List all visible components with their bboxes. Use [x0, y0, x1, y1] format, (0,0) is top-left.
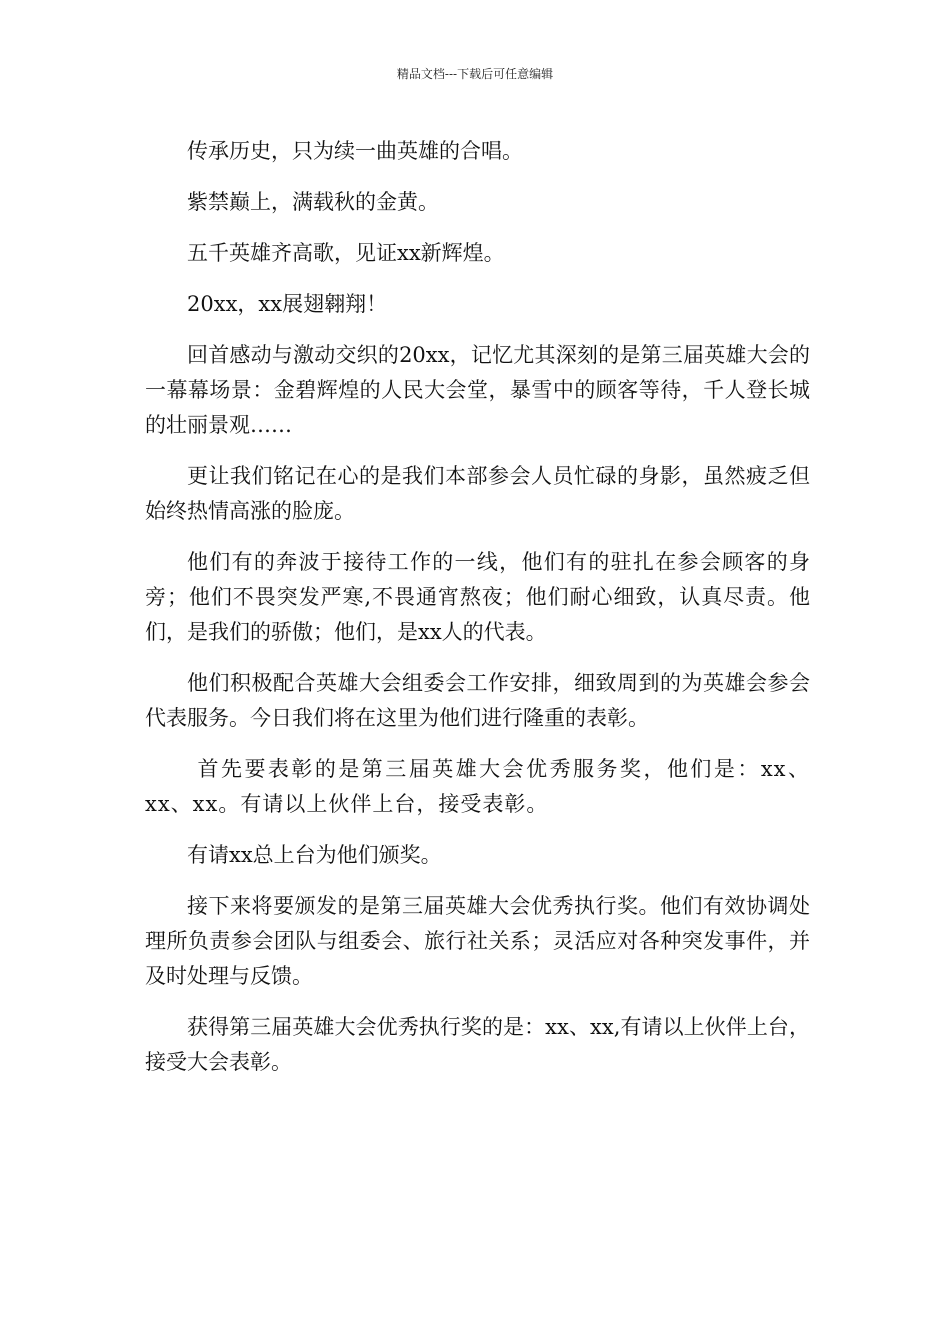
paragraph: 有请xx总上台为他们颁奖。 [187, 843, 442, 867]
paragraph: 回首感动与激动交织的20xx，记忆尤其深刻的是第三届英雄大会的一幕幕场景：金碧辉煌的人民大会堂，暴雪中的顾客等待，千人登长城的壮丽景观…… [145, 343, 810, 437]
paragraph: 他们积极配合英雄大会组委会工作安排，细致周到的为英雄会参会代表服务。今日我们将在这里为他们进行隆重的表彰。 [145, 671, 810, 730]
paragraph: 五千英雄齐高歌，见证xx新辉煌。 [187, 241, 505, 265]
page-header: 精品文档---下载后可任意编辑 [396, 67, 554, 81]
paragraph: 传承历史，只为续一曲英雄的合唱。 [187, 139, 523, 163]
paragraph: 接下来将要颁发的是第三届英雄大会优秀执行奖。他们有效协调处理所负责参会团队与组委会、旅行社关系；灵活应对各种突发事件，并及时处理与反馈。 [145, 894, 810, 988]
paragraph: 获得第三届英雄大会优秀执行奖的是：xx、xx,有请以上伙伴上台，接受大会表彰。 [145, 1015, 810, 1074]
paragraph: 20xx，xx展翅翱翔！ [187, 292, 388, 316]
paragraph: 更让我们铭记在心的是我们本部参会人员忙碌的身影，虽然疲乏但始终热情高涨的脸庞。 [145, 464, 810, 523]
paragraph: 他们有的奔波于接待工作的一线，他们有的驻扎在参会顾客的身旁；他们不畏突发严寒,不畏通宵熬夜；他们耐心细致，认真尽责。他们，是我们的骄傲；他们，是xx人的代表。 [145, 550, 810, 644]
paragraph: 紫禁巅上，满载秋的金黄。 [187, 190, 439, 214]
document-body [145, 134, 810, 1096]
paragraph: 首先要表彰的是第三届英雄大会优秀服务奖，他们是：xx、xx、xx。有请以上伙伴上台，接受表彰。 [145, 757, 810, 816]
